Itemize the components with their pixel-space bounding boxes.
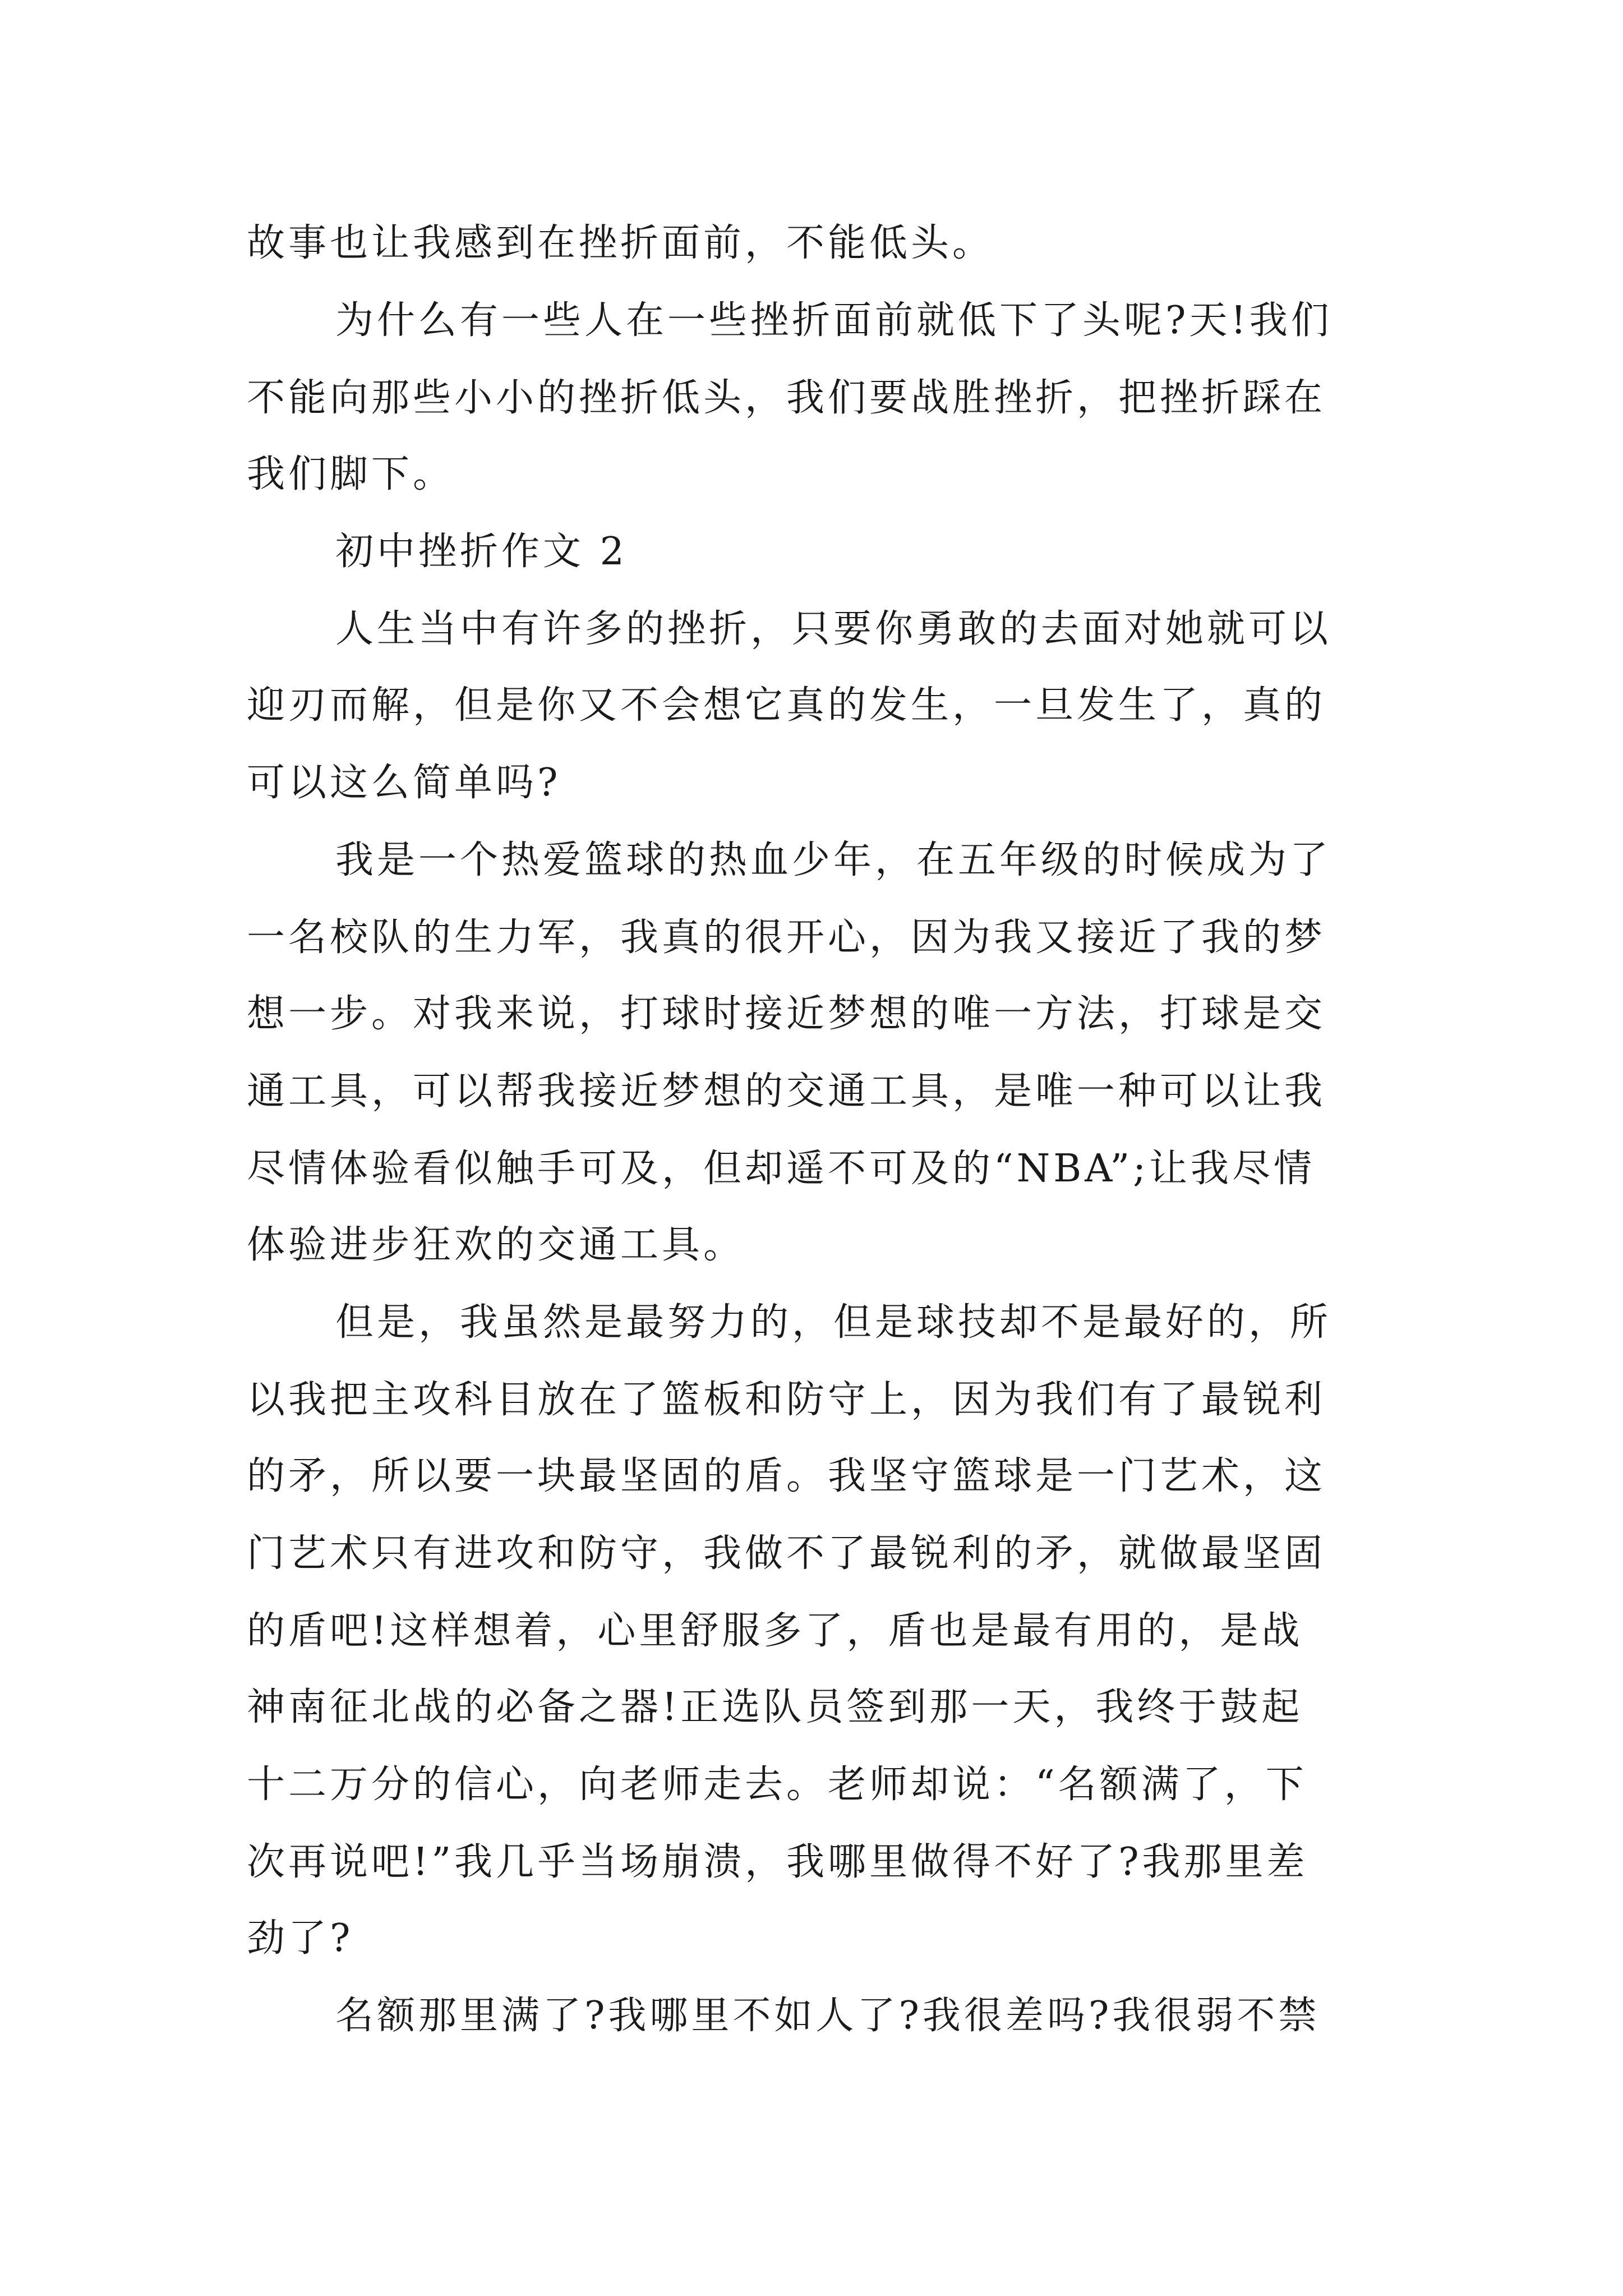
text-line: 通工具，可以帮我接近梦想的交通工具，是唯一种可以让我 [247, 1069, 1326, 1114]
text-line: 体验进步狂欢的交通工具。 [247, 1223, 745, 1267]
text-line: 故事也让我感到在挫折面前，不能低头。 [247, 221, 994, 265]
text-line: 的矛，所以要一块最坚固的盾。我坚守篮球是一门艺术，这 [247, 1454, 1326, 1498]
paragraph-first-line: 人生当中有许多的挫折，只要你勇敢的去面对她就可以 [335, 607, 1332, 651]
text-line: 我们脚下。 [247, 452, 455, 496]
text-line: 的盾吧!这样想着，心里舒服多了，盾也是最有用的，是战 [247, 1609, 1303, 1653]
paragraph-first-line: 名额那里满了?我哪里不如人了?我很差吗?我很弱不禁 [335, 1994, 1320, 2038]
text-line: 劲了? [247, 1916, 354, 1961]
text-line: 一名校队的生力军，我真的很开心，因为我又接近了我的梦 [247, 915, 1326, 960]
text-line: 迎刃而解，但是你又不会想它真的发生，一旦发生了，真的 [247, 683, 1326, 728]
paragraph-first-line: 但是，我虽然是最努力的，但是球技却不是最好的，所 [335, 1300, 1332, 1345]
text-line: 以我把主攻科目放在了篮板和防守上，因为我们有了最锐利 [247, 1378, 1326, 1422]
text-line: 神南征北战的必备之器!正选队员签到那一天，我终于鼓起 [247, 1685, 1303, 1729]
text-line: 可以这么简单吗? [247, 761, 561, 805]
text-line: 尽情体验看似触手可及，但却遥不可及的“NBA”;让我尽情 [247, 1147, 1316, 1191]
text-line: 不能向那些小小的挫折低头，我们要战胜挫折，把挫折踩在 [247, 376, 1326, 420]
paragraph-first-line: 我是一个热爱篮球的热血少年，在五年级的时候成为了 [335, 838, 1332, 882]
text-line: 十二万分的信心，向老师走去。老师却说：“名额满了，下 [247, 1763, 1307, 1807]
text-line: 想一步。对我来说，打球时接近梦想的唯一方法，打球是交 [247, 992, 1326, 1036]
paragraph-first-line: 为什么有一些人在一些挫折面前就低下了头呢?天!我们 [335, 298, 1332, 343]
section-heading: 初中挫折作文 2 [335, 530, 628, 574]
text-line: 次再说吧!”我几乎当场崩溃，我哪里做得不好了?我那里差 [247, 1840, 1308, 1884]
text-line: 门艺术只有进攻和防守，我做不了最锐利的矛，就做最坚固 [247, 1531, 1326, 1576]
